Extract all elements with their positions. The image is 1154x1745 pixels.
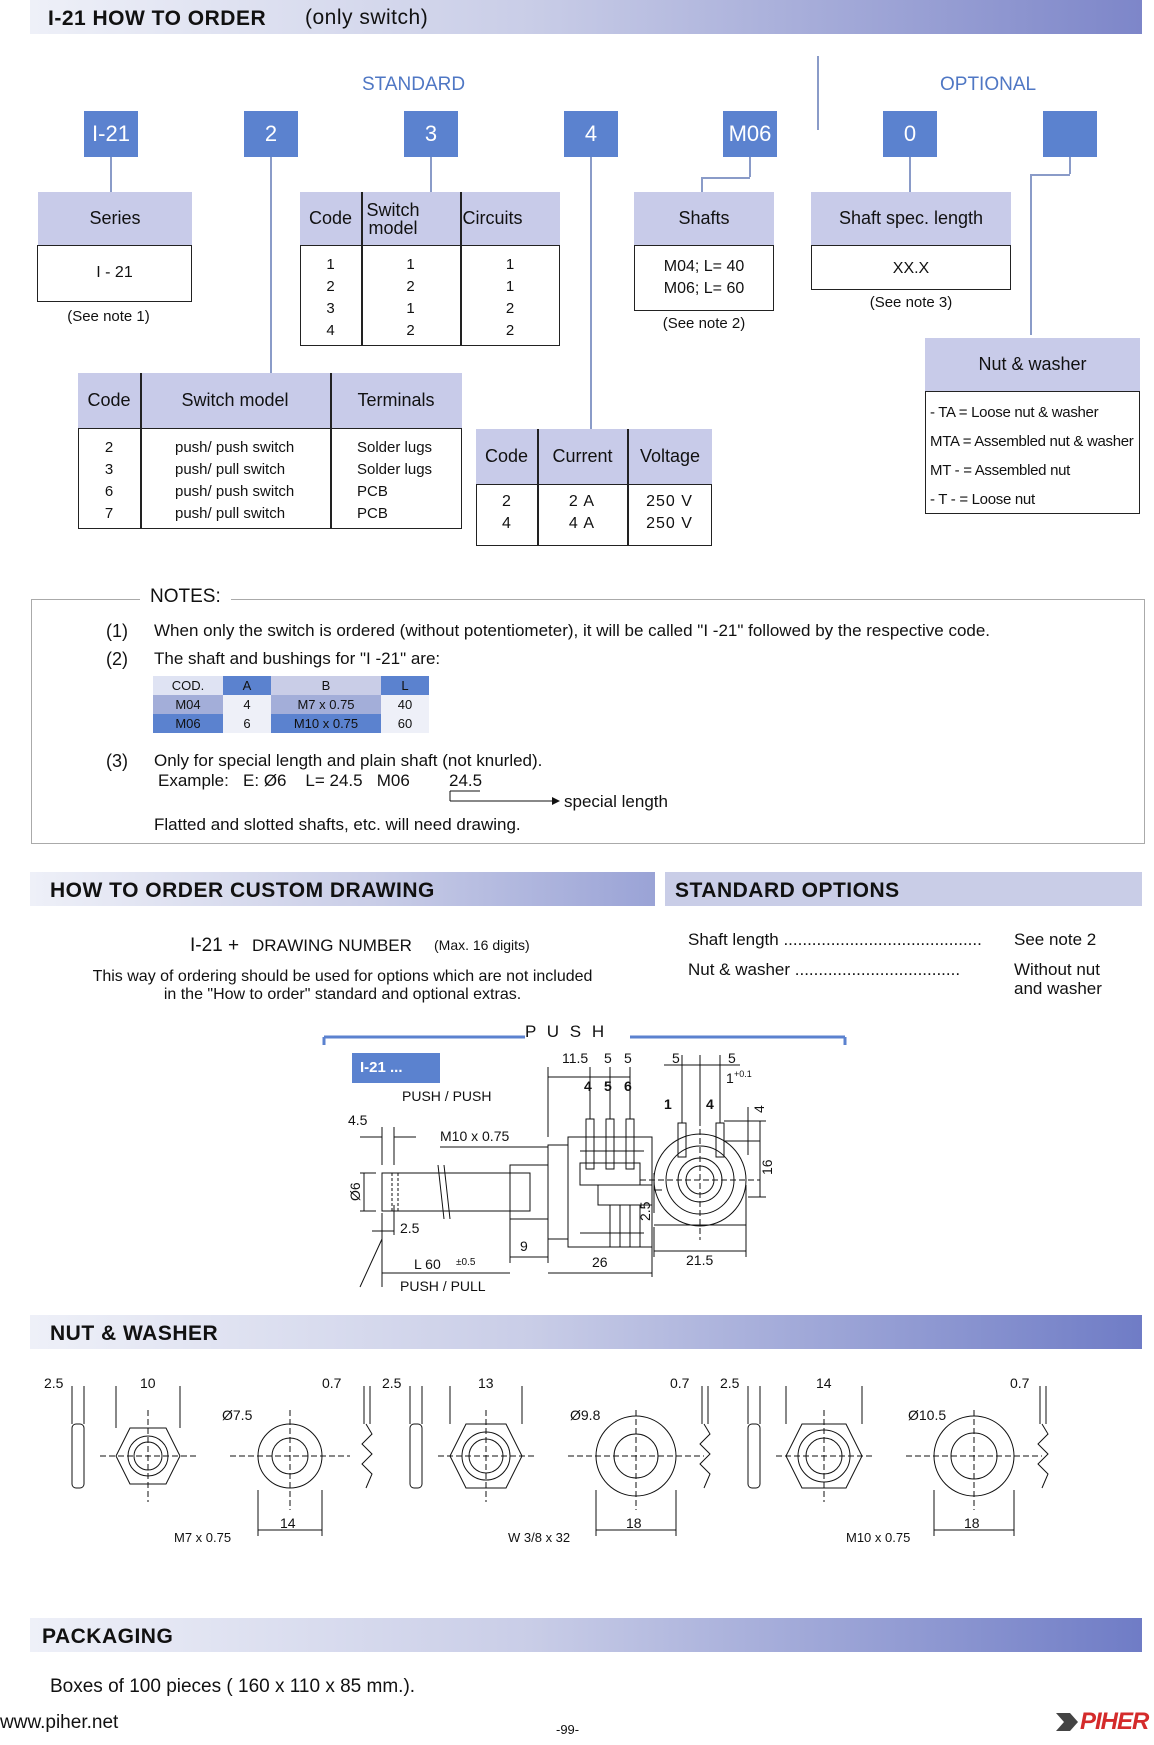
nw1-thread: M7 x 0.75 [174, 1530, 232, 1545]
nw3-od: 18 [964, 1515, 980, 1531]
connector [1030, 174, 1032, 335]
cell: M7 x 0.75 [271, 695, 381, 714]
opt-shaft-length-value: See note 2 [1014, 930, 1097, 949]
circuits-col-circuits: Circuits [462, 208, 523, 228]
note-2-text: The shaft and bushings for "I -21" are: [154, 649, 441, 668]
cell: 1 [505, 278, 515, 295]
mini-m06: M06 [153, 714, 223, 733]
cell: PCB [357, 483, 388, 500]
std-options-title: STANDARD OPTIONS [675, 879, 900, 902]
nut-washer-title: NUT & WASHER [50, 1322, 219, 1345]
note-3-text: Only for special length and plain shaft (not knurled). [154, 751, 543, 770]
page-number: -99- [556, 1722, 580, 1737]
packaging-text: Boxes of 100 pieces ( 160 x 110 x 85 mm.). [50, 1676, 416, 1697]
dim-5b: 5 [624, 1050, 632, 1066]
cell: 2 [406, 278, 415, 295]
cell: 4 [502, 515, 511, 532]
custom-line-1: This way of ordering should be used for options which are not included [92, 968, 593, 985]
custom-title: HOW TO ORDER CUSTOM DRAWING [50, 879, 435, 902]
piher-logo [1056, 1708, 1148, 1736]
cell: 6 [104, 483, 114, 500]
mini-m04: M04 [153, 695, 223, 714]
nw3-diameter: Ø10.5 [908, 1407, 947, 1423]
cell: push/ push switch [175, 483, 295, 500]
shaft-m06: M06; L= 60 [663, 280, 745, 297]
cell: 2 A [568, 493, 596, 510]
cell: 250 V [646, 493, 693, 510]
current-code-cells [476, 491, 537, 535]
code-box-nut-washer [1043, 111, 1097, 157]
code-box-shafts: M06 [723, 111, 777, 157]
cell: 2 [505, 322, 515, 339]
circuits-circ-cell [460, 254, 560, 342]
nw1-diameter: Ø7.5 [222, 1407, 253, 1423]
cell: 2 [505, 300, 515, 317]
mini-h-l: L [381, 676, 429, 695]
cell: 250 V [646, 515, 693, 532]
dim-2-5: 2.5 [400, 1220, 420, 1236]
push-part-tag: I-21 ... [352, 1053, 440, 1083]
shaft-m04: M04; L= 40 [663, 258, 745, 275]
note-3-example: Example: E: Ø6 L= 24.5 M06 [158, 771, 410, 790]
terminal-4: 4 [584, 1078, 592, 1094]
cell: 6 [223, 714, 271, 733]
terminals-col-code: Code [87, 390, 131, 410]
dim-right-5a: 5 [672, 1050, 680, 1066]
nw2-thickness: 2.5 [382, 1375, 402, 1391]
circuits-col-switch: Switch model [366, 199, 420, 238]
connector [909, 157, 911, 192]
nw1-washer-thickness: 0.7 [322, 1375, 342, 1391]
shaft-spec-header: Shaft spec. length [811, 192, 1011, 245]
notes-title: NOTES: [140, 586, 231, 608]
cell: Solder lugs [357, 439, 433, 456]
connector [701, 177, 750, 179]
nw3-thickness: 2.5 [720, 1375, 740, 1391]
note-1-num: (1) [106, 621, 128, 641]
connector [1069, 157, 1071, 174]
opt-nut-washer-label: Nut & washer ................................... [688, 960, 961, 979]
dim-5a: 5 [604, 1050, 612, 1066]
cell: PCB [357, 505, 388, 522]
packaging-title: PACKAGING [42, 1625, 174, 1648]
terminals-col-terminals: Terminals [357, 390, 435, 410]
terminals-col-switch: Switch model [181, 390, 289, 410]
special-length-label: special length [564, 792, 668, 811]
shaft-spec-note: (See note 3) [869, 294, 953, 311]
special-length-arrow [444, 785, 564, 807]
circuits-col-code: Code [308, 208, 353, 228]
pin-1: 1 [664, 1096, 672, 1112]
code-box-terminals: 2 [244, 111, 298, 157]
cell: 4 A [568, 515, 596, 532]
push-title: P U S H [525, 1025, 608, 1041]
nut-washer-opt-header: Nut & washer [925, 338, 1140, 391]
cell: 2 [326, 278, 335, 295]
circuits-code-cell [300, 254, 361, 342]
code-box-circuits: 3 [404, 111, 458, 157]
nw2-diameter: Ø9.8 [570, 1407, 601, 1423]
packaging-header-bar [30, 1618, 1142, 1652]
cell: 1 [406, 300, 415, 317]
cell: 1 [505, 256, 515, 273]
dim-tolerance: ±0.5 [456, 1257, 476, 1268]
footer-url[interactable]: www.piher.net [0, 1712, 119, 1733]
dim-d6: Ø6 [347, 1182, 363, 1201]
cell: 3 [104, 461, 114, 478]
nw2-width: 13 [478, 1375, 494, 1391]
opt-nut-washer-value: Without nut [1014, 960, 1100, 979]
opt-nut-washer-value-2: and washer [1014, 979, 1102, 998]
nw1-od: 14 [280, 1515, 296, 1531]
terminal-6: 6 [624, 1078, 632, 1094]
shafts-header: Shafts [634, 192, 774, 245]
current-header-row [476, 429, 712, 484]
dim-right-4: 4 [751, 1105, 767, 1113]
cell: 3 [326, 300, 335, 317]
connector [590, 157, 592, 429]
cell: 60 [381, 714, 429, 733]
current-current-cells [537, 491, 627, 535]
cell: 1 [326, 256, 335, 273]
mini-shaft-table [153, 676, 429, 733]
connector [270, 157, 272, 373]
page-subtitle: (only switch) [305, 6, 429, 29]
terminals-code-cells [78, 437, 140, 525]
shafts-note: (See note 2) [662, 315, 746, 332]
dim-9: 9 [520, 1238, 528, 1254]
series-note: (See note 1) [67, 308, 150, 325]
mini-h-cod: COD. [153, 676, 223, 695]
connector [701, 177, 703, 192]
shaft-spec-value: XX.X [892, 260, 930, 277]
cell: 7 [104, 505, 114, 522]
dim-right-21-5: 21.5 [686, 1252, 714, 1268]
dim-4-5: 4.5 [348, 1112, 368, 1128]
terminals-switch-cells [175, 437, 325, 525]
nw2-washer-thickness: 0.7 [670, 1375, 690, 1391]
dim-right-16: 16 [759, 1159, 775, 1175]
cell: 2 [104, 439, 114, 456]
cell: push/ pull switch [175, 461, 286, 478]
code-box-current: 4 [564, 111, 618, 157]
standard-label: STANDARD [362, 74, 466, 95]
nut-washer-opt-rows [930, 398, 1142, 514]
nw3-width: 14 [816, 1375, 832, 1391]
custom-drawing-number: DRAWING NUMBER [252, 936, 412, 955]
dim-m10: M10 x 0.75 [440, 1128, 510, 1144]
custom-line-2: in the "How to order" standard and optional extras. [163, 986, 522, 1003]
dim-l60: L 60 [414, 1256, 441, 1272]
cell: 4 [326, 322, 335, 339]
nw1-thickness: 2.5 [44, 1375, 64, 1391]
note-1-text: When only the switch is ordered (without potentiometer), it will be called "I -21" followed by the respective code. [154, 621, 991, 640]
dim-11-5: 11.5 [562, 1050, 589, 1066]
connector [430, 157, 432, 192]
cell: 2 [502, 493, 511, 510]
option-mta: MTA = Assembled nut & washer [930, 433, 1134, 450]
cell: 40 [381, 695, 429, 714]
label-push-push: PUSH / PUSH [402, 1088, 492, 1104]
grid-line [330, 373, 332, 528]
connector [110, 157, 112, 192]
nw1-width: 10 [140, 1375, 156, 1391]
dim-right-1: 1 [726, 1070, 734, 1086]
terminals-term-cells [357, 437, 457, 525]
dim-right-5b: 5 [728, 1050, 736, 1066]
current-col-code: Code [484, 446, 529, 466]
dim-right-2-5: 2.5 [637, 1201, 653, 1221]
code-box-shaft-spec: 0 [883, 111, 937, 157]
circuits-header-row [300, 192, 560, 245]
note-3-example-value: 24.5 [449, 771, 483, 790]
nw2-od: 18 [626, 1515, 642, 1531]
cell: push/ pull switch [175, 505, 286, 522]
cell: Solder lugs [357, 461, 433, 478]
cell: push/ push switch [175, 439, 295, 456]
page-title: I-21 HOW TO ORDER [48, 7, 267, 30]
label-push-pull: PUSH / PULL [400, 1278, 486, 1294]
custom-max: (Max. 16 digits) [434, 937, 530, 953]
option-mt: MT - = Assembled nut [930, 462, 1071, 479]
piher-logo-icon [1056, 1713, 1080, 1731]
option-ta: - TA = Loose nut & washer [930, 404, 1099, 421]
cell: 1 [406, 256, 415, 273]
current-voltage-cells [627, 491, 712, 535]
mini-h-b: B [271, 676, 381, 695]
nut-washer-drawing [30, 1370, 1142, 1550]
grid-line [140, 373, 142, 528]
series-value: I - 21 [96, 264, 133, 281]
dim-right-tol: +0.1 [734, 1069, 752, 1079]
current-col-current: Current [552, 446, 613, 466]
shafts-values [634, 256, 774, 300]
mini-h-a: A [223, 676, 271, 695]
series-header: Series [38, 192, 192, 245]
nw3-thread: M10 x 0.75 [846, 1530, 911, 1545]
cell: M10 x 0.75 [271, 714, 381, 733]
cell: 2 [406, 322, 415, 339]
optional-label: OPTIONAL [940, 74, 1037, 95]
terminal-5: 5 [604, 1078, 612, 1094]
note-3-flatted: Flatted and slotted shafts, etc. will need drawing. [154, 815, 521, 834]
connector [1030, 174, 1070, 176]
nw3-washer-thickness: 0.7 [1010, 1375, 1030, 1391]
option-t: - T - = Loose nut [930, 491, 1035, 508]
terminals-header-row [78, 373, 462, 428]
connector [749, 157, 751, 177]
circuits-switch-cell [361, 254, 460, 342]
piher-logo-text: PIHER [1080, 1708, 1149, 1735]
current-col-voltage: Voltage [639, 446, 701, 466]
cell: 4 [223, 695, 271, 714]
nw2-thread: W 3/8 x 32 [508, 1530, 571, 1545]
note-2-num: (2) [106, 649, 128, 669]
opt-shaft-length-label: Shaft length .......................................... [688, 930, 982, 949]
pin-4: 4 [706, 1096, 714, 1112]
custom-code: I-21 + [190, 935, 240, 956]
dim-26: 26 [592, 1254, 608, 1270]
note-3-num: (3) [106, 751, 128, 771]
divider [817, 56, 819, 130]
code-box-series: I-21 [84, 111, 138, 157]
